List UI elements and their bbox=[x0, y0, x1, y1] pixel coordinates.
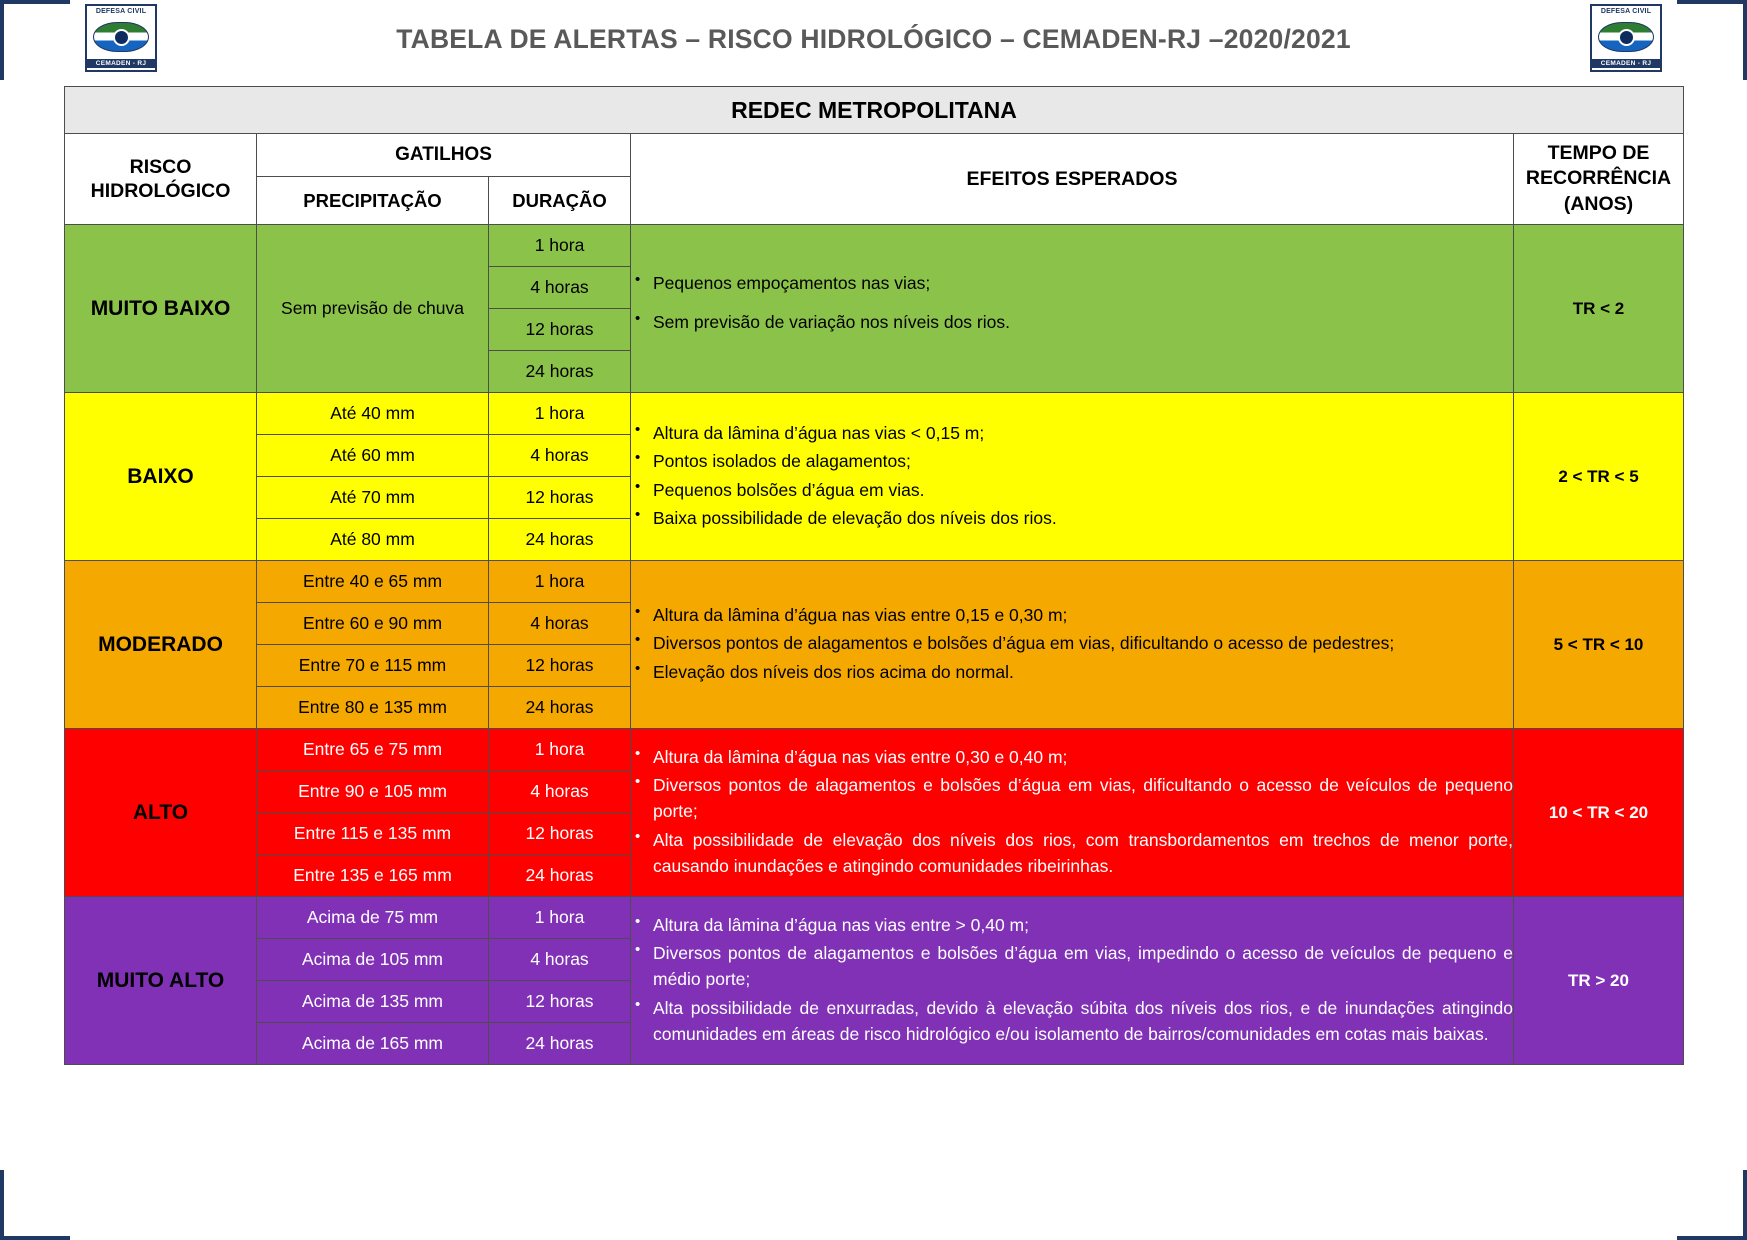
effect-item: • Altura da lâmina d’água nas vias entre > 0,40 m; bbox=[653, 912, 1513, 938]
precipitation-cell: Entre 70 e 115 mm bbox=[257, 645, 489, 687]
precipitation-cell: Até 40 mm bbox=[257, 393, 489, 435]
page-title: TABELA DE ALERTAS – RISCO HIDROLÓGICO – CEMADEN-RJ –2020/2021 bbox=[396, 23, 1351, 54]
logo-right-top-text: DEFESA CIVIL bbox=[1600, 8, 1652, 15]
slide-border-bottom-right bbox=[1677, 1236, 1747, 1240]
alerts-table bbox=[64, 86, 1684, 1065]
recurrence-alto: 10 < TR < 20 bbox=[1514, 729, 1684, 897]
slide-border-right-bottom bbox=[1743, 1170, 1747, 1240]
precipitation-cell: Entre 65 e 75 mm bbox=[257, 729, 489, 771]
recurrence-muito-baixo: TR < 2 bbox=[1514, 225, 1684, 393]
duration-cell: 4 horas bbox=[489, 603, 631, 645]
duration-cell: 4 horas bbox=[489, 267, 631, 309]
page-header bbox=[0, 0, 1747, 78]
header-precipitacao: PRECIPITAÇÃO bbox=[257, 177, 489, 225]
effects-muito-baixo bbox=[631, 225, 1514, 393]
duration-cell: 24 horas bbox=[489, 1023, 631, 1065]
risk-level-muito-baixo: MUITO BAIXO bbox=[65, 225, 257, 393]
logo-left bbox=[85, 4, 157, 72]
effect-item: • Diversos pontos de alagamentos e bolsões d’água em vias, dificultando o acesso de pedestres; bbox=[653, 630, 1513, 656]
duration-cell: 4 horas bbox=[489, 939, 631, 981]
logo-right-bottom-text: CEMADEN - RJ bbox=[1592, 59, 1660, 68]
precipitation-cell: Até 80 mm bbox=[257, 519, 489, 561]
effects-alto bbox=[631, 729, 1514, 897]
header-tempo-recorrencia: TEMPO DE RECORRÊNCIA (ANOS) bbox=[1514, 134, 1684, 225]
recurrence-muito-alto: TR > 20 bbox=[1514, 897, 1684, 1065]
recurrence-moderado: 5 < TR < 10 bbox=[1514, 561, 1684, 729]
effects-muito-alto bbox=[631, 897, 1514, 1065]
recurrence-baixo: 2 < TR < 5 bbox=[1514, 393, 1684, 561]
precipitation-cell: Entre 80 e 135 mm bbox=[257, 687, 489, 729]
precipitation-cell: Entre 40 e 65 mm bbox=[257, 561, 489, 603]
precipitation-cell: Acima de 165 mm bbox=[257, 1023, 489, 1065]
effect-item: • Altura da lâmina d’água nas vias entre 0,15 e 0,30 m; bbox=[653, 602, 1513, 628]
precipitation-cell: Acima de 75 mm bbox=[257, 897, 489, 939]
duration-cell: 1 hora bbox=[489, 897, 631, 939]
precipitation-cell: Entre 90 e 105 mm bbox=[257, 771, 489, 813]
precipitation-cell: Até 60 mm bbox=[257, 435, 489, 477]
precipitation-muito-baixo: Sem previsão de chuva bbox=[257, 225, 489, 393]
risk-level-baixo: BAIXO bbox=[65, 393, 257, 561]
effects-moderado bbox=[631, 561, 1514, 729]
logo-right bbox=[1590, 4, 1662, 72]
duration-cell: 1 hora bbox=[489, 561, 631, 603]
header-efeitos-esperados: EFEITOS ESPERADOS bbox=[631, 134, 1514, 225]
risk-level-moderado: MODERADO bbox=[65, 561, 257, 729]
duration-cell: 24 horas bbox=[489, 351, 631, 393]
effect-item: • Elevação dos níveis dos rios acima do normal. bbox=[653, 659, 1513, 685]
table-row bbox=[65, 729, 1684, 771]
table-row bbox=[65, 897, 1684, 939]
duration-cell: 12 horas bbox=[489, 477, 631, 519]
duration-cell: 4 horas bbox=[489, 771, 631, 813]
duration-cell: 12 horas bbox=[489, 813, 631, 855]
effect-item: • Diversos pontos de alagamentos e bolsões d’água em vias, dificultando o acesso de veículos de pequeno porte; bbox=[653, 772, 1513, 825]
slide-border-left-bottom bbox=[0, 1170, 4, 1240]
duration-cell: 1 hora bbox=[489, 393, 631, 435]
duration-cell: 4 horas bbox=[489, 435, 631, 477]
precipitation-cell: Acima de 135 mm bbox=[257, 981, 489, 1023]
table-header-row-1 bbox=[65, 134, 1684, 177]
duration-cell: 1 hora bbox=[489, 729, 631, 771]
table-banner-row bbox=[65, 87, 1684, 134]
precipitation-cell: Entre 60 e 90 mm bbox=[257, 603, 489, 645]
precipitation-cell: Entre 135 e 165 mm bbox=[257, 855, 489, 897]
header-gatilhos: GATILHOS bbox=[257, 134, 631, 177]
table-row bbox=[65, 225, 1684, 267]
effect-item: • Altura da lâmina d’água nas vias entre 0,30 e 0,40 m; bbox=[653, 744, 1513, 770]
duration-cell: 12 horas bbox=[489, 645, 631, 687]
logo-left-bottom-text: CEMADEN - RJ bbox=[87, 59, 155, 68]
effect-item: • Diversos pontos de alagamentos e bolsões d’água em vias, impedindo o acesso de veículos de pequeno e médio porte; bbox=[653, 940, 1513, 993]
risk-level-muito-alto: MUITO ALTO bbox=[65, 897, 257, 1065]
risk-level-alto: ALTO bbox=[65, 729, 257, 897]
effect-item: • Alta possibilidade de enxurradas, devido à elevação súbita dos níveis dos rios, e de inundações atingindo comunidades em áreas de risco hidrológico e/ou isolamento de bairros/comunidades em cotas mais baixas. bbox=[653, 995, 1513, 1048]
table-row bbox=[65, 393, 1684, 435]
alerts-table-container bbox=[64, 86, 1683, 1065]
logo-left-top-text: DEFESA CIVIL bbox=[95, 8, 147, 15]
slide-border-bottom-left bbox=[0, 1236, 70, 1240]
eye-icon bbox=[1598, 22, 1654, 52]
header-duracao: DURAÇÃO bbox=[489, 177, 631, 225]
effect-item: • Sem previsão de variação nos níveis dos rios. bbox=[653, 309, 1513, 335]
effect-item: • Alta possibilidade de elevação dos níveis dos rios, com transbordamentos em trechos de menor porte, causando inundações e atingindo comunidades ribeirinhas. bbox=[653, 827, 1513, 880]
header-risco-hidrologico: RISCO HIDROLÓGICO bbox=[65, 134, 257, 225]
duration-cell: 24 horas bbox=[489, 687, 631, 729]
precipitation-cell: Acima de 105 mm bbox=[257, 939, 489, 981]
effect-item: • Pontos isolados de alagamentos; bbox=[653, 448, 1513, 474]
effects-baixo bbox=[631, 393, 1514, 561]
precipitation-cell: Entre 115 e 135 mm bbox=[257, 813, 489, 855]
duration-cell: 12 horas bbox=[489, 981, 631, 1023]
duration-cell: 12 horas bbox=[489, 309, 631, 351]
duration-cell: 24 horas bbox=[489, 855, 631, 897]
effect-item: • Baixa possibilidade de elevação dos níveis dos rios. bbox=[653, 505, 1513, 531]
effect-item: • Altura da lâmina d’água nas vias < 0,15 m; bbox=[653, 420, 1513, 446]
duration-cell: 1 hora bbox=[489, 225, 631, 267]
effect-item: • Pequenos empoçamentos nas vias; bbox=[653, 270, 1513, 296]
table-row bbox=[65, 561, 1684, 603]
precipitation-cell: Até 70 mm bbox=[257, 477, 489, 519]
eye-icon bbox=[93, 22, 149, 52]
effect-item: • Pequenos bolsões d’água em vias. bbox=[653, 477, 1513, 503]
redec-banner: REDEC METROPOLITANA bbox=[65, 87, 1684, 134]
duration-cell: 24 horas bbox=[489, 519, 631, 561]
